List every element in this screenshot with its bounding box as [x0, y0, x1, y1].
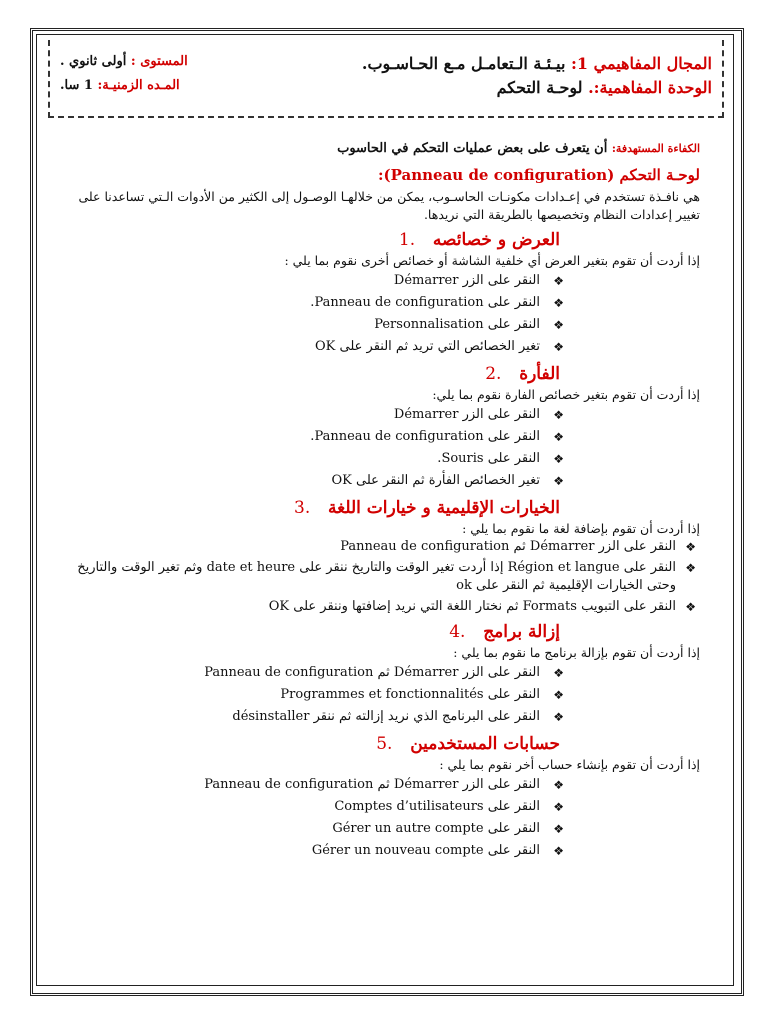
competence-line [60, 140, 700, 157]
diamond-bullet-icon: ❖ [553, 778, 564, 792]
duration-label: المـده الزمنيـة: [97, 78, 180, 93]
step-text: النقر على البرنامج الذي نريد إزالته ثم ننقر désinstaller [232, 709, 540, 724]
section-title: الفأرة [519, 364, 560, 384]
header-row-unit [60, 78, 712, 100]
lesson-header [48, 40, 724, 118]
section-number: .2 [485, 364, 502, 384]
unit-value: لوحـة التحكم [496, 78, 583, 97]
steps-list [60, 774, 700, 862]
section-heading [60, 732, 560, 756]
duration-value: 1 سا. [60, 78, 93, 93]
step-item [60, 314, 700, 336]
domain-label: المجال المفاهيمي 1: [571, 54, 712, 73]
step-item [60, 684, 700, 706]
section [60, 620, 700, 728]
section-title: إزالة برامج [483, 622, 560, 642]
diamond-bullet-icon: ❖ [553, 318, 564, 332]
section-intro: إذا أردت أن تقوم بتغير العرض أي خلفية الشاشة أو خصائص أخرى نقوم بما يلي : [284, 253, 700, 268]
diamond-bullet-icon: ❖ [685, 561, 696, 575]
steps-list [60, 270, 700, 358]
header-row-domain [60, 54, 712, 76]
step-item [60, 448, 700, 470]
step-text: النقر على الزر Démarrer [393, 273, 540, 288]
diamond-bullet-icon: ❖ [553, 340, 564, 354]
step-item [60, 818, 700, 840]
section-title: حسابات المستخدمين [410, 734, 560, 754]
level-value: أولى ثانوي . [60, 54, 127, 69]
section-heading [60, 362, 560, 386]
step-text: النقر على الزر Démarrer [393, 407, 540, 422]
step-text: النقر على الزر Démarrer ثم Panneau de configuration [204, 665, 540, 680]
section-intro: إذا أردت أن تقوم بإنشاء حساب أخر نقوم بما يلي : [439, 757, 700, 772]
level-label: المستوى : [130, 54, 188, 69]
step-text: النقر على Personnalisation [374, 317, 540, 332]
section [60, 228, 700, 358]
section-title: الخيارات الإقليمية و خيارات اللغة [328, 498, 560, 518]
step-text: النقر على Programmes et fonctionnalités [280, 687, 540, 702]
diamond-bullet-icon: ❖ [553, 430, 564, 444]
steps-list [60, 404, 700, 492]
diamond-bullet-icon: ❖ [553, 474, 564, 488]
step-item [60, 774, 700, 796]
step-item [60, 336, 700, 358]
step-item [60, 598, 700, 616]
step-text: النقر على الزر Démarrer ثم Panneau de configuration [204, 777, 540, 792]
step-text: النقر على Panneau de configuration. [310, 429, 540, 444]
step-text: النقر على التبويب Formats ثم نختار اللغة التي نريد إضافتها وننقر على OK [268, 599, 676, 614]
steps-list [60, 662, 700, 728]
diamond-bullet-icon: ❖ [685, 600, 696, 614]
competence-label: الكفاءة المستهدفة: [611, 142, 700, 155]
domain-value: بيـئـة الـتعامـل مـع الحـاسـوب. [361, 54, 566, 73]
step-item [60, 662, 700, 684]
sections-container [60, 228, 700, 862]
section-heading [60, 228, 560, 252]
step-text: تغير الخصائص الفأرة ثم النقر على OK [331, 473, 540, 488]
diamond-bullet-icon: ❖ [553, 688, 564, 702]
diamond-bullet-icon: ❖ [553, 800, 564, 814]
section-intro: إذا أردت أن تقوم بتغير خصائص الفارة نقوم بما يلي: [432, 387, 700, 402]
section-heading [60, 496, 560, 520]
unit-label: الوحدة المفاهمية:. [588, 78, 712, 97]
section-number: .3 [294, 498, 311, 518]
section-number: .4 [449, 622, 466, 642]
step-item [60, 426, 700, 448]
diamond-bullet-icon: ❖ [553, 710, 564, 724]
diamond-bullet-icon: ❖ [553, 666, 564, 680]
diamond-bullet-icon: ❖ [553, 844, 564, 858]
step-item [60, 404, 700, 426]
step-text: النقر على Gérer un nouveau compte [311, 843, 540, 858]
section-number: .5 [376, 734, 393, 754]
step-text: تغير الخصائص التي تريد ثم النقر على OK [314, 339, 540, 354]
step-text: النقر على الزر Démarrer ثم Panneau de configuration [340, 539, 676, 554]
step-item [60, 470, 700, 492]
step-item [60, 270, 700, 292]
step-item [60, 796, 700, 818]
section-heading [60, 620, 560, 644]
step-text: النقر على Souris. [437, 451, 540, 466]
panel-intro: هي نافـذة تستخدم في إعـدادات مكونـات الحاسـوب، يمكن من خلالهـا الوصـول إلى الكثير من الأدوات الـتي تساعدنا على تغيير إعدادات النظام وتخصيصها بالطريقة التي نريدها. [78, 189, 700, 222]
section-intro: إذا أردت أن تقوم بإضافة لغة ما نقوم بما يلي : [462, 521, 700, 536]
step-item [60, 292, 700, 314]
steps-list [60, 538, 700, 616]
step-item [60, 840, 700, 862]
section-title: العرض و خصائصه [432, 230, 560, 250]
diamond-bullet-icon: ❖ [553, 452, 564, 466]
diamond-bullet-icon: ❖ [553, 274, 564, 288]
section-intro: إذا أردت أن تقوم بإزالة برنامج ما نقوم بما يلي : [453, 645, 700, 660]
step-text: النقر على Région et langue إذا أردت تغير الوقت والتاريخ ننقر على date et heure وثم تغير الوقت والتاريخ وحتى الخيارات الإقليمية ثم النقر على ok [77, 560, 676, 593]
section [60, 732, 700, 862]
diamond-bullet-icon: ❖ [553, 296, 564, 310]
lesson-body [60, 140, 700, 862]
diamond-bullet-icon: ❖ [685, 540, 696, 554]
section [60, 496, 700, 616]
section [60, 362, 700, 492]
step-item [60, 706, 700, 728]
competence-text: أن يتعرف على بعض عمليات التحكم في الحاسوب [337, 141, 608, 156]
section-number: .1 [398, 230, 416, 250]
step-text: النقر على Gérer un autre compte [332, 821, 540, 836]
diamond-bullet-icon: ❖ [553, 822, 564, 836]
step-item [60, 538, 700, 556]
diamond-bullet-icon: ❖ [553, 408, 564, 422]
step-text: النقر على Comptes d’utilisateurs [334, 799, 540, 814]
panel-title: لوحـة التحكم (Panneau de configuration): [378, 166, 700, 184]
step-text: النقر على Panneau de configuration. [310, 295, 540, 310]
step-item [60, 559, 700, 595]
